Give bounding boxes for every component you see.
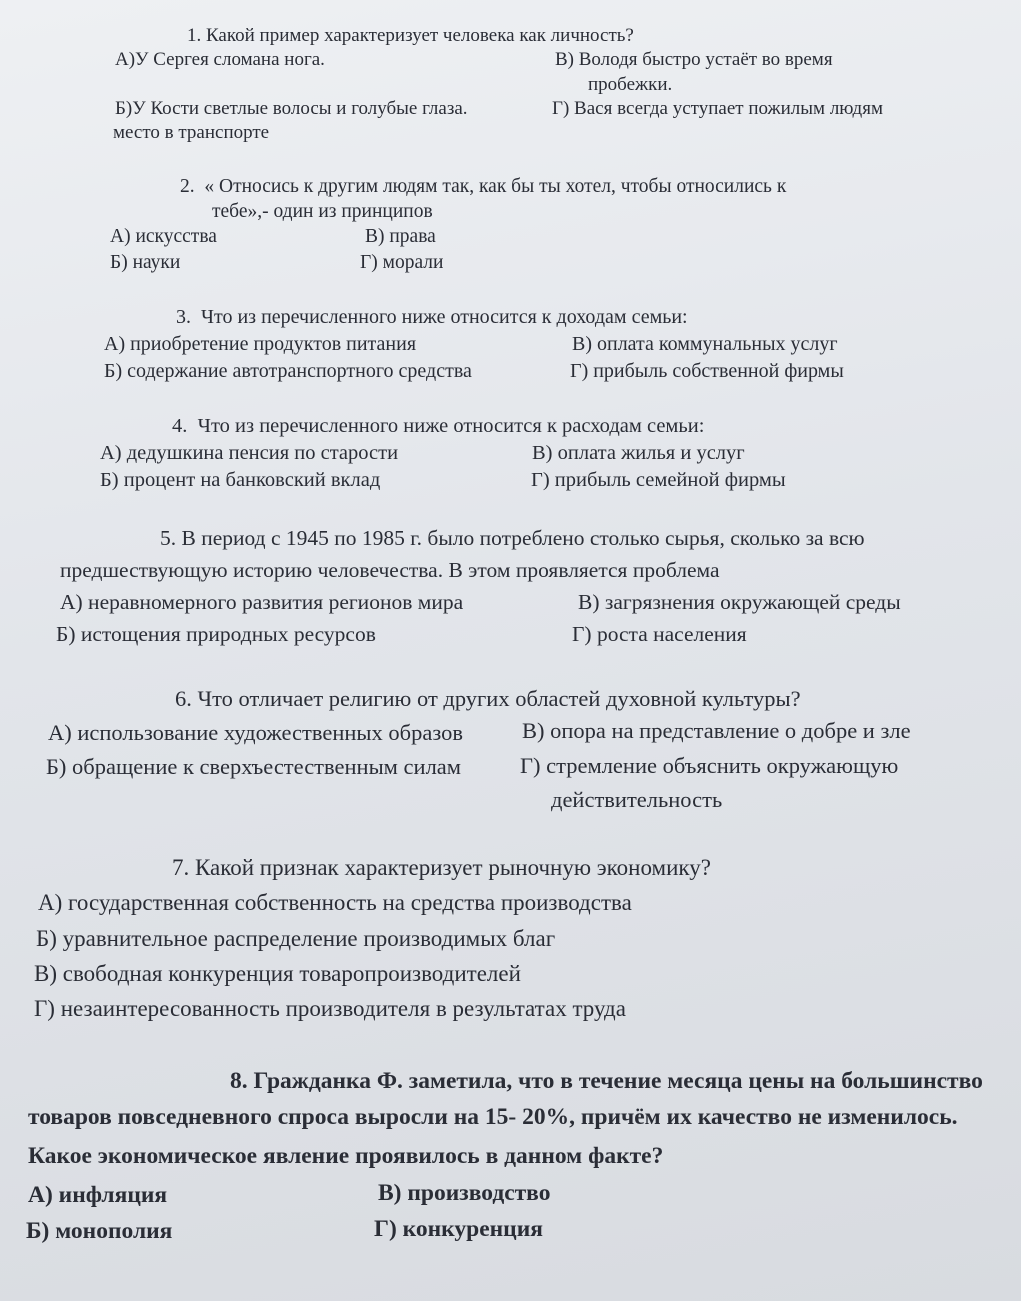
option-b: Б) науки xyxy=(110,252,181,273)
option-g: Г) конкуренция xyxy=(374,1216,543,1242)
question-7-title xyxy=(172,856,711,879)
option-b: Б)У Кости светлые волосы и голубые глаза. xyxy=(115,98,468,119)
option-v: В) Володя быстро устаёт во время xyxy=(555,49,833,70)
option-g: Г) морали xyxy=(360,252,444,273)
option-a: А) искусства xyxy=(110,226,217,247)
question-5-number: 5. xyxy=(160,526,177,550)
option-b: Б) монополия xyxy=(26,1218,173,1244)
question-3-number: 3. xyxy=(176,306,191,328)
option-b: Б) процент на банковский вклад xyxy=(100,469,381,491)
question-8-title xyxy=(230,1070,1021,1094)
question-2-number: 2. xyxy=(180,176,195,197)
option-a: А) дедушкина пенсия по старости xyxy=(100,442,399,464)
option-a: А) неравномерного развития регионов мира xyxy=(60,590,464,614)
question-2-text-continued: тебе»,- один из принципов xyxy=(212,201,433,222)
question-8-text-continued: товаров повседневного спроса выросли на 15- 20%, причём их качество не изменилось. xyxy=(28,1106,958,1130)
option-g: Г) Вася всегда уступает пожилым людям xyxy=(552,98,883,119)
question-8-text-continued-2: Какое экономическое явление проявилось в данном факте? xyxy=(28,1143,664,1169)
option-v: В) производство xyxy=(378,1180,551,1206)
question-2-text: « Относись к другим людям так, как бы ты хотел, чтобы относились к xyxy=(204,176,787,197)
question-8-text: Гражданка Ф. заметила, что в течение месяца цены на большинство xyxy=(253,1070,983,1094)
option-g-continued: место в транспорте xyxy=(113,122,270,143)
option-g-continued: действительность xyxy=(551,787,723,812)
question-5-title xyxy=(160,528,865,550)
question-1-title xyxy=(187,26,634,45)
option-v: В) загрязнения окружающей среды xyxy=(578,590,901,614)
question-2-title xyxy=(180,177,786,197)
question-6-text: Что отличает религию от других областей духовной культуры? xyxy=(197,686,801,711)
question-7-text: Какой признак характеризует рыночную экономику? xyxy=(195,855,711,880)
question-4-number: 4. xyxy=(172,415,188,437)
option-v: В) свободная конкуренция товаропроизводителей xyxy=(34,961,521,986)
option-g: Г) роста населения xyxy=(572,622,747,646)
option-a: А) приобретение продуктов питания xyxy=(104,333,417,355)
question-1-text: Какой пример характеризует человека как личность? xyxy=(206,25,634,46)
question-4-title xyxy=(172,416,704,437)
question-3-title xyxy=(176,307,688,327)
question-7-number: 7. xyxy=(172,855,190,880)
question-3-text: Что из перечисленного ниже относится к доходам семьи: xyxy=(201,306,688,328)
question-6-number: 6. xyxy=(175,686,192,711)
question-8-number: 8. xyxy=(230,1070,248,1094)
question-1-number: 1. xyxy=(187,25,202,46)
question-6-title xyxy=(175,688,801,711)
option-g: Г) прибыль собственной фирмы xyxy=(570,360,844,382)
option-v: В) оплата жилья и услуг xyxy=(532,442,745,464)
option-a: А)У Сергея сломана нога. xyxy=(115,49,325,70)
option-g: Г) стремление объяснить окружающую xyxy=(520,753,899,778)
question-5-text: В период с 1945 по 1985 г. было потреблено столько сырья, сколько за всю xyxy=(181,526,865,550)
option-b: Б) содержание автотранспортного средства xyxy=(104,360,472,382)
option-a: А) государственная собственность на средства производства xyxy=(38,890,632,915)
option-a: А) инфляция xyxy=(28,1182,168,1208)
option-g: Г) прибыль семейной фирмы xyxy=(531,469,786,491)
option-b: Б) уравнительное распределение производимых благ xyxy=(36,926,556,951)
option-b: Б) обращение к сверхъестественным силам xyxy=(46,754,462,779)
option-v: В) оплата коммунальных услуг xyxy=(572,333,838,355)
option-a: А) использование художественных образов xyxy=(48,720,463,745)
option-v: В) права xyxy=(365,226,436,247)
option-g: Г) незаинтересованность производителя в результатах труда xyxy=(34,996,626,1021)
question-5-text-continued: предшествующую историю человечества. В этом проявляется проблема xyxy=(60,558,720,582)
option-v: В) опора на представление о добре и зле xyxy=(522,718,911,743)
question-4-text: Что из перечисленного ниже относится к расходам семьи: xyxy=(197,415,705,437)
option-b: Б) истощения природных ресурсов xyxy=(56,622,376,646)
option-v-continued: пробежки. xyxy=(588,74,673,95)
